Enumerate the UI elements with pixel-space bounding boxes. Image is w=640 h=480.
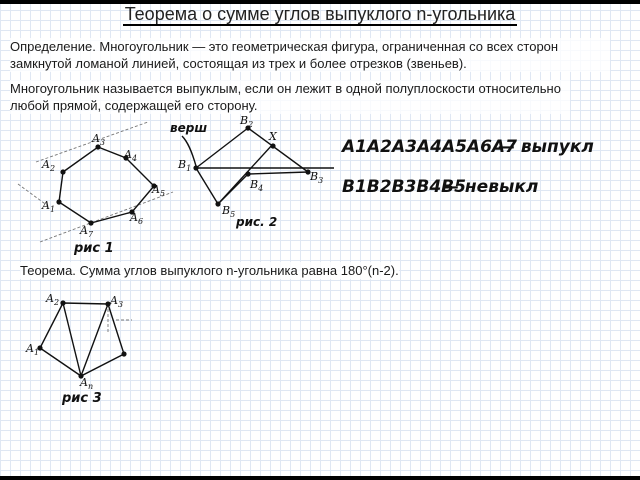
fig1-caption: рис 1 — [74, 241, 114, 256]
fig2-label-b5: $B_5$ — [222, 204, 236, 219]
fig1-vertex-a1 — [56, 199, 61, 204]
fig3-vertex-a2 — [60, 300, 65, 305]
fig3-caption: рис 3 — [62, 391, 102, 406]
definition-text: Определение. Многоугольник — это геометрическая фигура, ограниченная со всех сторон замкнутой ломаной линией, состоящая из трех и более отрезков (звеньев). — [10, 38, 610, 72]
fig1-label-a2: $A_2$ — [42, 158, 56, 173]
fig1-label-a6: $A_6$ — [130, 211, 144, 226]
fig2-label-b1: $B_1$ — [178, 158, 192, 173]
fig2-label-b3: $B_3$ — [310, 170, 324, 185]
convex-definition-text: Многоугольник называется выпуклым, если он лежит в одной полуплоскости относительно любой прямой, содержащей его сторону. — [10, 80, 570, 114]
fig1-vertex-a2 — [60, 169, 65, 174]
fig3-diagonal-b — [81, 304, 108, 376]
fig3-label-a3: $A_3$ — [110, 294, 124, 309]
handwritten-notes — [340, 128, 600, 208]
fig1-label-a4: $A_4$ — [124, 148, 138, 163]
note-convex-word: — выпукл — [498, 137, 594, 157]
fig3-label-a2: $A_2$ — [46, 292, 60, 307]
fig3-label-an: $A_n$ — [80, 376, 94, 391]
fig3-vertex-a4 — [121, 351, 126, 356]
fig2-edge-b3b4 — [248, 172, 308, 174]
fig3-polygon — [40, 303, 124, 376]
figure-3 — [26, 290, 146, 408]
fig2-vertex-b4 — [245, 171, 250, 176]
fig2-caption: рис. 2 — [236, 215, 278, 229]
figure-2 — [168, 116, 338, 234]
fig2-label-b2: $B_2$ — [240, 114, 254, 129]
note-nonconvex-sequence: B1B2B3B4B5 — [342, 177, 466, 197]
fig2-vertex-b5 — [215, 201, 220, 206]
note-nonconvex-word: — невыкл — [442, 177, 539, 197]
fig2-label-x: X — [269, 130, 277, 143]
fig1-label-a7: $A_7$ — [80, 224, 94, 239]
figure-1 — [18, 122, 178, 258]
fig1-heptagon — [59, 147, 154, 223]
fig1-label-a5: $A_5$ — [152, 183, 166, 198]
fig2-edge-b2b3 — [248, 128, 308, 172]
fig1-label-a1: $A_1$ — [42, 199, 56, 214]
bottom-border — [0, 476, 640, 480]
theorem-text: Теорема. Сумма углов выпуклого n-угольника равна 180°(n-2). — [20, 263, 399, 278]
fig2-point-x — [270, 143, 275, 148]
fig3-label-a1: $A_1$ — [26, 342, 40, 357]
fig2-edge-b5b1 — [196, 168, 218, 204]
fig2-label-b4: $B_4$ — [250, 178, 264, 193]
fig1-label-a3: $A_3$ — [92, 132, 106, 147]
fig2-vertex-b1 — [193, 165, 198, 170]
fig2-handwritten-word: верш — [170, 121, 208, 135]
page-title: Теорема о сумме углов выпуклого n-угольника — [124, 4, 516, 24]
note-convex-sequence: A1A2A3A4A5A6A7 — [342, 137, 517, 157]
fig1-vertex-a7 — [88, 220, 93, 225]
